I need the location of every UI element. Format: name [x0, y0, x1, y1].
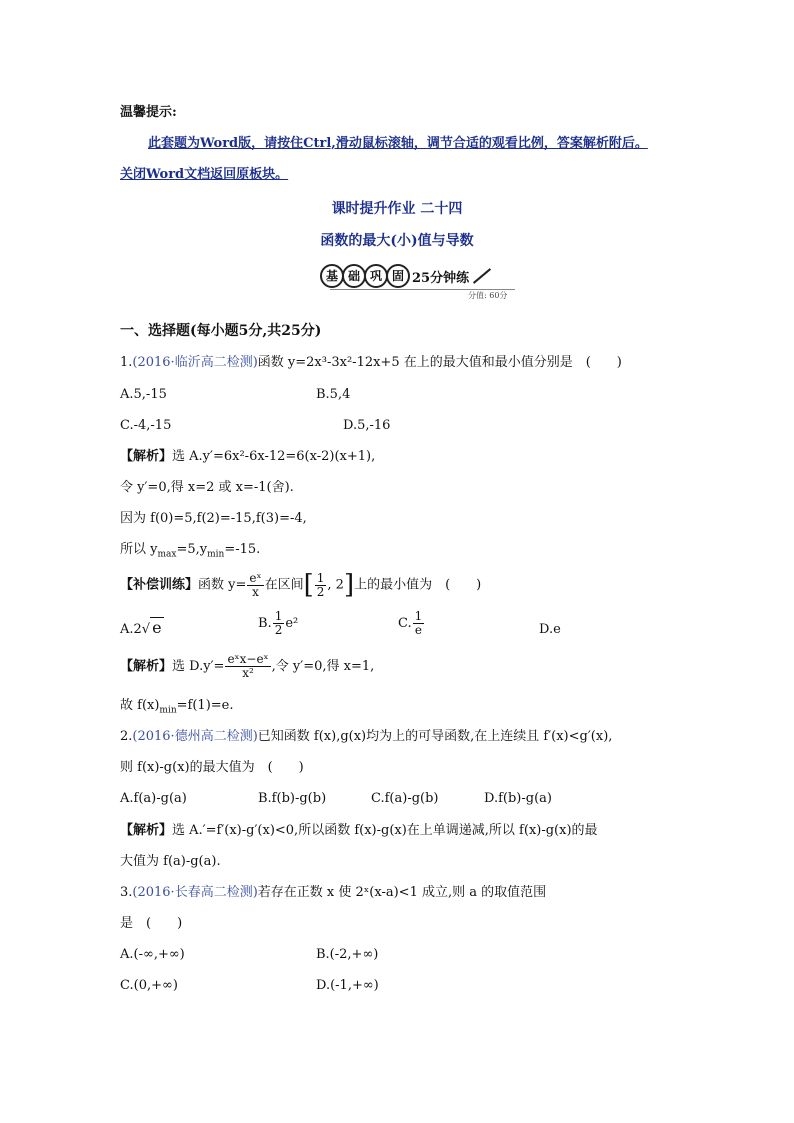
q2-solution-text-1: 选 A.′=f′(x)-g′(x)<0,所以函数 f(x)-g(x)在上单调递减,所以 f(x)-g(x)的最	[172, 823, 598, 838]
q1-solution-2: 令 y′=0,得 x=2 或 x=-1(舍).	[120, 480, 294, 495]
supplement-question	[120, 570, 481, 601]
supp-a-pre: A.2	[120, 622, 142, 637]
question-3	[120, 884, 546, 902]
interval-fraction	[315, 572, 327, 599]
supplement-solution-2	[120, 697, 233, 720]
q1-sol4-min: min	[207, 549, 225, 560]
supp-b-post: e²	[285, 616, 299, 631]
section-heading: 一、选择题(每小题5分,共25分)	[120, 323, 322, 339]
supp-solution-pre: 选 D.y′=	[172, 659, 225, 674]
supp-sol2-post: =f(1)=e.	[176, 698, 234, 713]
q1-option-a: A.5,-15	[120, 387, 167, 402]
q1-solution-tag: 【解析】	[120, 449, 173, 464]
banner-char-1: 基	[320, 264, 344, 288]
supplement-frac-num: eˣ	[249, 570, 262, 585]
page-title: 课时提升作业 二十四	[331, 201, 463, 217]
supplement-solution-1	[120, 652, 374, 682]
supp-solution-post: ,令 y′=0,得 x=1,	[271, 659, 375, 674]
supp-a-radicand: e	[152, 618, 162, 637]
supp-sol-den: x²	[242, 666, 254, 680]
supp-b-num: 1	[274, 609, 283, 623]
banner-char-2: 础	[342, 264, 366, 288]
q2-option-d: D.f(b)-g(a)	[484, 791, 552, 806]
supplement-option-a	[120, 618, 164, 637]
q1-solution-1	[120, 448, 375, 466]
q1-sol4-pre: 所以 y	[120, 542, 158, 557]
q2-source: (2016·德州高二检测)	[132, 729, 258, 744]
banner-char-4: 固	[386, 264, 410, 288]
q1-solution-4	[120, 541, 260, 564]
q1-solution-3: 因为 f(0)=5,f(2)=-15,f(3)=-4,	[120, 511, 307, 526]
section-banner	[320, 265, 493, 287]
q1-stem: 函数 y=2x³-3x²-12x+5 在上的最大值和最小值分别是 ( )	[257, 355, 622, 370]
question-2	[120, 728, 612, 746]
tip-line-2: 关闭Word文档返回原板块。	[120, 167, 289, 182]
supp-sol-num: eˣx−eˣ	[227, 652, 269, 666]
score-label: 分值: 60分	[468, 291, 508, 300]
supplement-option-d: D.e	[539, 622, 561, 637]
q3-stem: 若存在正数 x 使 2ˣ(x-a)<1 成立,则 a 的取值范围	[257, 885, 547, 900]
q3-source: (2016·长春高二检测)	[132, 885, 258, 900]
supplement-option-c	[398, 610, 425, 637]
sqrt-symbol: √ e	[141, 618, 162, 637]
q2-number: 2.	[120, 729, 133, 744]
q3-option-c: C.(0,+∞)	[120, 978, 178, 993]
supplement-tag: 【补偿训练】	[120, 577, 199, 593]
supp-b-den: 2	[274, 623, 283, 637]
page-subtitle: 函数的最大(小)值与导数	[320, 233, 474, 249]
supp-c-den: e	[414, 623, 422, 637]
q3-stem-2: 是 ( )	[120, 916, 183, 931]
q1-sol4-mid: =5,y	[176, 542, 208, 557]
q3-option-a: A.(-∞,+∞)	[120, 947, 185, 962]
q3-option-b: B.(-2,+∞)	[316, 947, 379, 962]
banner-time: 25分钟练	[412, 270, 470, 286]
tip-title: 温馨提示:	[120, 105, 177, 120]
q2-stem-2: 则 f(x)-g(x)的最大值为 ( )	[120, 760, 304, 775]
supp-b-frac	[273, 610, 285, 637]
supp-sol2-min: min	[159, 705, 177, 716]
left-bracket: [	[303, 570, 314, 600]
q3-option-d: D.(-1,+∞)	[316, 978, 379, 993]
pen-icon	[473, 268, 491, 284]
q1-number: 1.	[120, 355, 133, 370]
supp-c-pre: C.	[398, 616, 412, 631]
supp-solution-frac	[225, 653, 270, 680]
q2-solution-1	[120, 822, 598, 840]
right-bracket: ]	[343, 570, 355, 600]
q2-option-c: C.f(a)-g(b)	[371, 791, 439, 806]
q1-source: (2016·临沂高二检测)	[132, 355, 258, 370]
q2-option-a: A.f(a)-g(a)	[120, 791, 187, 806]
supplement-fraction	[247, 572, 263, 599]
supplement-option-b	[258, 610, 298, 637]
supplement-frac-den: x	[252, 584, 259, 599]
q1-sol4-post: =-15.	[224, 542, 261, 557]
supp-b-pre: B.	[258, 616, 272, 631]
question-1	[120, 354, 622, 372]
q1-option-d: D.5,-16	[343, 418, 391, 433]
supp-sol2-pre: 故 f(x)	[120, 698, 160, 713]
q1-option-c: C.-4,-15	[120, 418, 172, 433]
q1-solution-text-1: 选 A.y′=6x²-6x-12=6(x-2)(x+1),	[172, 449, 376, 464]
banner-char-3: 巩	[364, 264, 388, 288]
supp-c-frac	[413, 610, 425, 637]
q1-sol4-max: max	[157, 549, 177, 560]
q2-solution-tag: 【解析】	[120, 823, 173, 838]
q2-option-b: B.f(b)-g(b)	[258, 791, 327, 806]
q1-option-b: B.5,4	[316, 387, 351, 402]
supp-c-num: 1	[414, 609, 423, 623]
supp-solution-tag: 【解析】	[120, 659, 173, 674]
supplement-pre: 函数 y=	[198, 577, 247, 593]
q3-number: 3.	[120, 885, 133, 900]
interval-den: 2	[316, 584, 325, 599]
tip-line-1: 此套题为Word版，请按住Ctrl,滑动鼠标滚轴，调节合适的观看比例，答案解析附后。	[148, 136, 648, 151]
q2-stem: 已知函数 f(x),g(x)均为上的可导函数,在上连续且 f′(x)<g′(x),	[257, 729, 613, 744]
interval-num: 1	[316, 570, 325, 585]
interval-rest: , 2	[327, 577, 344, 593]
q2-solution-2: 大值为 f(a)-g(a).	[120, 854, 221, 869]
supplement-post: 上的最小值为 ( )	[354, 577, 482, 593]
supplement-mid: 在区间	[264, 577, 304, 593]
